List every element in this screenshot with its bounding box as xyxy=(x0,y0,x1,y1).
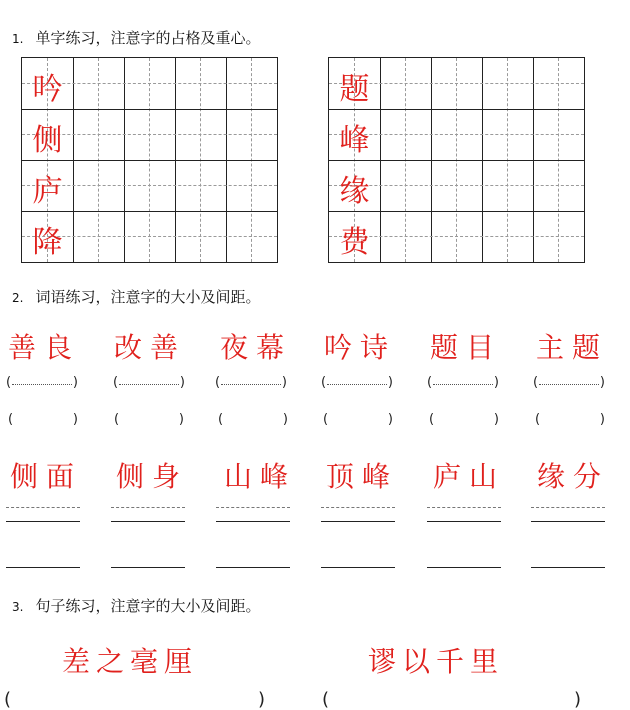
section-3-number: 3. xyxy=(12,600,24,614)
right-practice-grid xyxy=(328,57,585,263)
section-1-heading xyxy=(12,27,260,48)
answer-parenthesis-open: ( xyxy=(4,689,12,710)
answer-parentheses: ( ) xyxy=(427,375,499,390)
grid-character: 侧 xyxy=(32,123,63,158)
left-practice-grid xyxy=(21,57,278,263)
practice-word: 善良 xyxy=(8,331,81,364)
grid-character: 峰 xyxy=(339,123,370,158)
section-3-heading xyxy=(12,595,260,616)
writing-line xyxy=(321,507,395,508)
practice-word: 吟诗 xyxy=(324,331,397,364)
practice-word: 主题 xyxy=(536,331,609,364)
section-2-number: 2. xyxy=(12,291,24,305)
section-3-title: 句子练习，注意字的大小及间距。 xyxy=(35,597,261,615)
grid-character: 题 xyxy=(339,72,370,107)
grid-character: 费 xyxy=(339,225,370,260)
practice-sentence: 差之毫厘 xyxy=(62,645,199,678)
grid-character: 缘 xyxy=(339,174,370,209)
writing-line xyxy=(321,521,395,522)
practice-word: 题目 xyxy=(430,331,503,364)
writing-line xyxy=(427,507,501,508)
section-2-heading xyxy=(12,286,260,307)
writing-line xyxy=(427,521,501,522)
section-1-number: 1. xyxy=(12,32,24,46)
practice-word: 侧身 xyxy=(116,460,189,493)
writing-line xyxy=(531,567,605,568)
practice-word: 侧面 xyxy=(10,460,83,493)
writing-line xyxy=(6,567,80,568)
writing-line xyxy=(111,567,185,568)
writing-line xyxy=(6,521,80,522)
writing-line xyxy=(216,521,290,522)
grid-character: 庐 xyxy=(32,174,63,209)
writing-line xyxy=(321,567,395,568)
practice-word: 改善 xyxy=(114,331,187,364)
answer-parentheses: ( ) xyxy=(218,412,288,427)
practice-word: 顶峰 xyxy=(326,460,399,493)
writing-line xyxy=(111,521,185,522)
answer-parenthesis-close: ) xyxy=(258,689,266,710)
writing-line xyxy=(531,507,605,508)
practice-word: 缘分 xyxy=(537,460,610,493)
answer-parentheses: ( ) xyxy=(429,412,499,427)
practice-word: 庐山 xyxy=(433,460,506,493)
writing-line xyxy=(216,507,290,508)
answer-parentheses: ( ) xyxy=(533,375,605,390)
answer-parentheses: ( ) xyxy=(6,375,78,390)
writing-line xyxy=(111,507,185,508)
answer-parenthesis-close: ) xyxy=(574,689,582,710)
answer-parentheses: ( ) xyxy=(321,375,393,390)
practice-word: 山峰 xyxy=(224,460,297,493)
practice-word: 夜幕 xyxy=(220,331,293,364)
writing-line xyxy=(427,567,501,568)
answer-parentheses: ( ) xyxy=(215,375,287,390)
writing-line xyxy=(216,567,290,568)
answer-parentheses: ( ) xyxy=(323,412,393,427)
answer-parentheses: ( ) xyxy=(113,375,185,390)
answer-parentheses: ( ) xyxy=(535,412,605,427)
answer-parentheses: ( ) xyxy=(8,412,78,427)
grid-character: 降 xyxy=(32,225,63,260)
writing-line xyxy=(6,507,80,508)
practice-sentence: 谬以千里 xyxy=(368,645,505,678)
grid-character: 吟 xyxy=(32,72,63,107)
section-2-title: 词语练习，注意字的大小及间距。 xyxy=(35,288,261,306)
writing-line xyxy=(531,521,605,522)
section-1-title: 单字练习，注意字的占格及重心。 xyxy=(35,29,261,47)
answer-parentheses: ( ) xyxy=(114,412,184,427)
answer-parenthesis-open: ( xyxy=(322,689,330,710)
